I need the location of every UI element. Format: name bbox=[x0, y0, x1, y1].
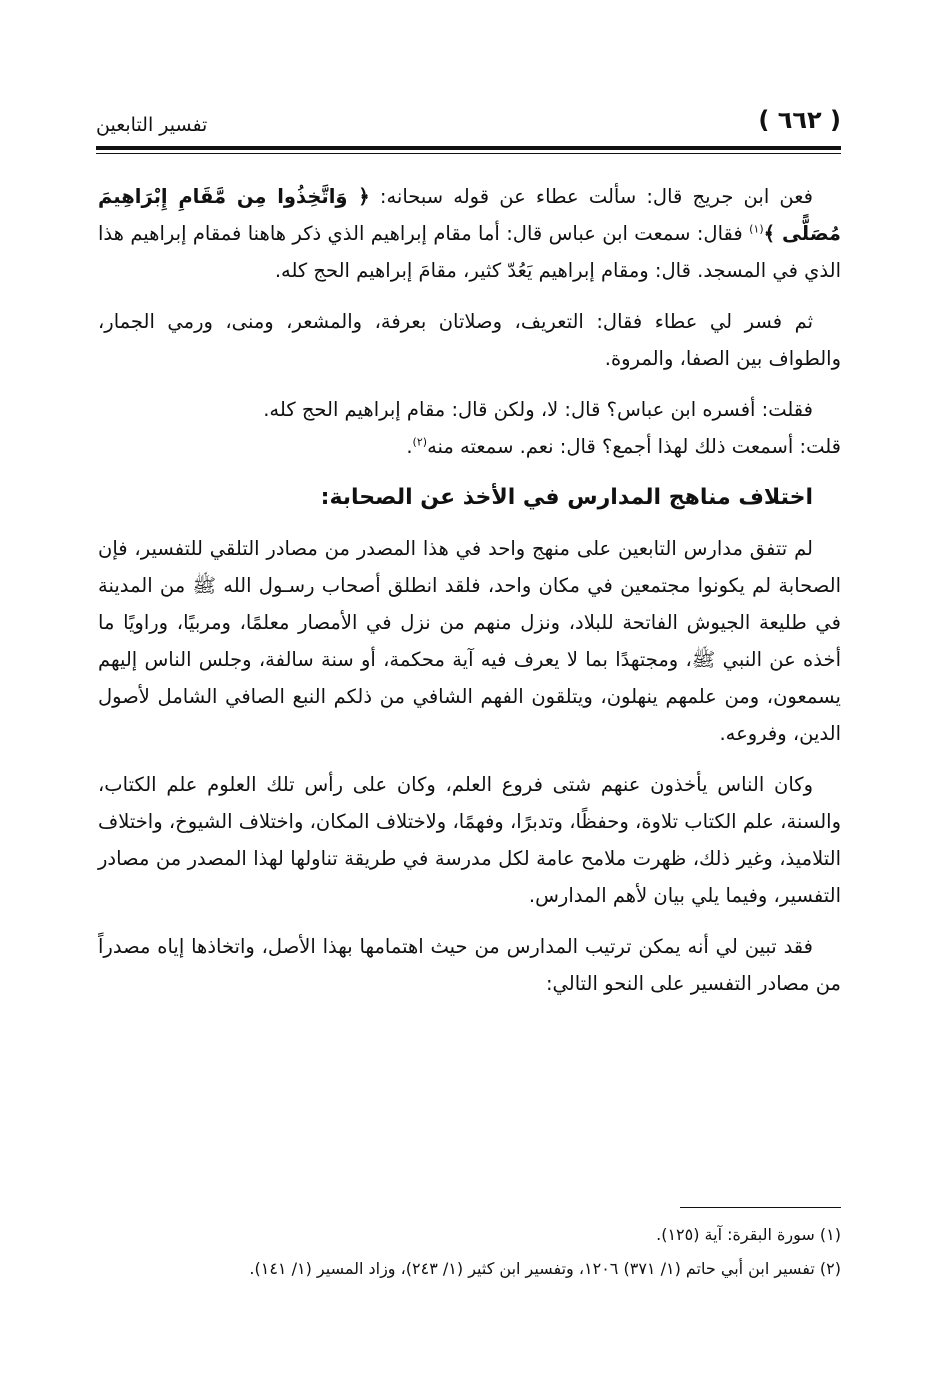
footnotes bbox=[90, 1218, 841, 1286]
paragraph-line: . bbox=[406, 435, 413, 458]
paragraph-schools: لم تتفق مدارس التابعين على منهج واحد في هذا المصدر من مصادر التلقي للتفسير، فإن الصحابة لم يكونوا مجتمعين في مكان واحد، فلقد انطلق أصحاب رسـول الله ﷺ من المدينة في طليعة الجيوش الفاتحة للبلاد، ونزل منهم من نزل في الأمصار معلمًا، ومربيًا، وراويًا ما أخذه عن النبي ﷺ، ومجتهدًا بما لا يعرف فيه آية محكمة، أو سنة سالفة، وجلس الناس إليهم يسمعون، ومن علمهم ينهلون، ويتلقون الفهم الشافي من ذلكم النبع الصافي الشامل لأصول الدين، وفروعه. bbox=[98, 537, 841, 745]
paragraph-question bbox=[98, 391, 841, 465]
header-rule-thick bbox=[96, 146, 841, 150]
header-rule-thin bbox=[96, 153, 841, 154]
running-title: تفسير التابعين bbox=[96, 114, 208, 136]
footnote-ref-2[interactable]: (٢) bbox=[412, 435, 428, 449]
quran-verse: ﴿ وَاتَّخِذُوا مِن مَّقَامِ إِبْرَاهِيمَ مُصَلًّى ﴾ bbox=[98, 185, 841, 245]
paragraph-sciences: وكان الناس يأخذون عنهم شتى فروع العلم، وكان على رأس تلك العلوم علم الكتاب، والسنة، علم الكتاب تلاوة، وحفظًا، وتدبرًا، وفهمًا، ولاختلاف المكان، واختلاف الشيوخ، واختلاف التلاميذ، وغير ذلك، ظهرت ملامح عامة لكل مدرسة في طريقة تناولها لهذا المصدر من مصادر التفسير، وفيما يلي بيان لأهم المدارس. bbox=[98, 773, 841, 907]
footnote-separator bbox=[680, 1207, 841, 1208]
footnote-2: (٢) تفسير ابن أبي حاتم (١/ ٣٧١) ١٢٠٦، وتفسير ابن كثير (١/ ٢٤٣)، وزاد المسير (١/ ١٤١). bbox=[249, 1259, 841, 1278]
paragraph-ordering: فقد تبين لي أنه يمكن ترتيب المدارس من حيث اهتمامها بهذا الأصل، واتخاذها إياه مصدراً من مصادر التفسير على النحو التالي: bbox=[98, 935, 841, 995]
footnote-1: (١) سورة البقرة: آية (١٢٥). bbox=[656, 1225, 841, 1244]
paragraph-line: فقلت: أفسره ابن عباس؟ قال: لا، ولكن قال: مقام إبراهيم الحج كله. bbox=[263, 398, 813, 421]
paragraph-line: قلت: أسمعت ذلك لهذا أجمع؟ قال: نعم. سمعته منه bbox=[427, 435, 841, 458]
paragraph-text: فعن ابن جريج قال: سألت عطاء عن قوله سبحانه: bbox=[369, 185, 813, 208]
page-header bbox=[96, 100, 841, 140]
paragraph-text: فقال: سمعت ابن عباس قال: أما مقام إبراهيم الذي ذكر هاهنا فمقام إبراهيم هذا الذي في المسجد. قال: ومقام إبراهيم يَعُدّ كثير، مقامَ إبراهيم الحج كله. bbox=[98, 222, 841, 282]
paragraph-ibn-jurayj bbox=[98, 178, 841, 289]
section-heading: اختلاف مناهج المدارس في الأخذ عن الصحابة: bbox=[320, 485, 813, 510]
page-number: ( ٦٦٢ ) bbox=[758, 106, 841, 134]
main-text bbox=[98, 178, 841, 1016]
footnote-ref-1[interactable]: (١) bbox=[749, 222, 764, 236]
paragraph-ata-explanation: ثم فسر لي عطاء فقال: التعريف، وصلاتان بعرفة، والمشعر، ومنى، ورمي الجمار، والطواف بين الصفا، والمروة. bbox=[98, 310, 841, 370]
